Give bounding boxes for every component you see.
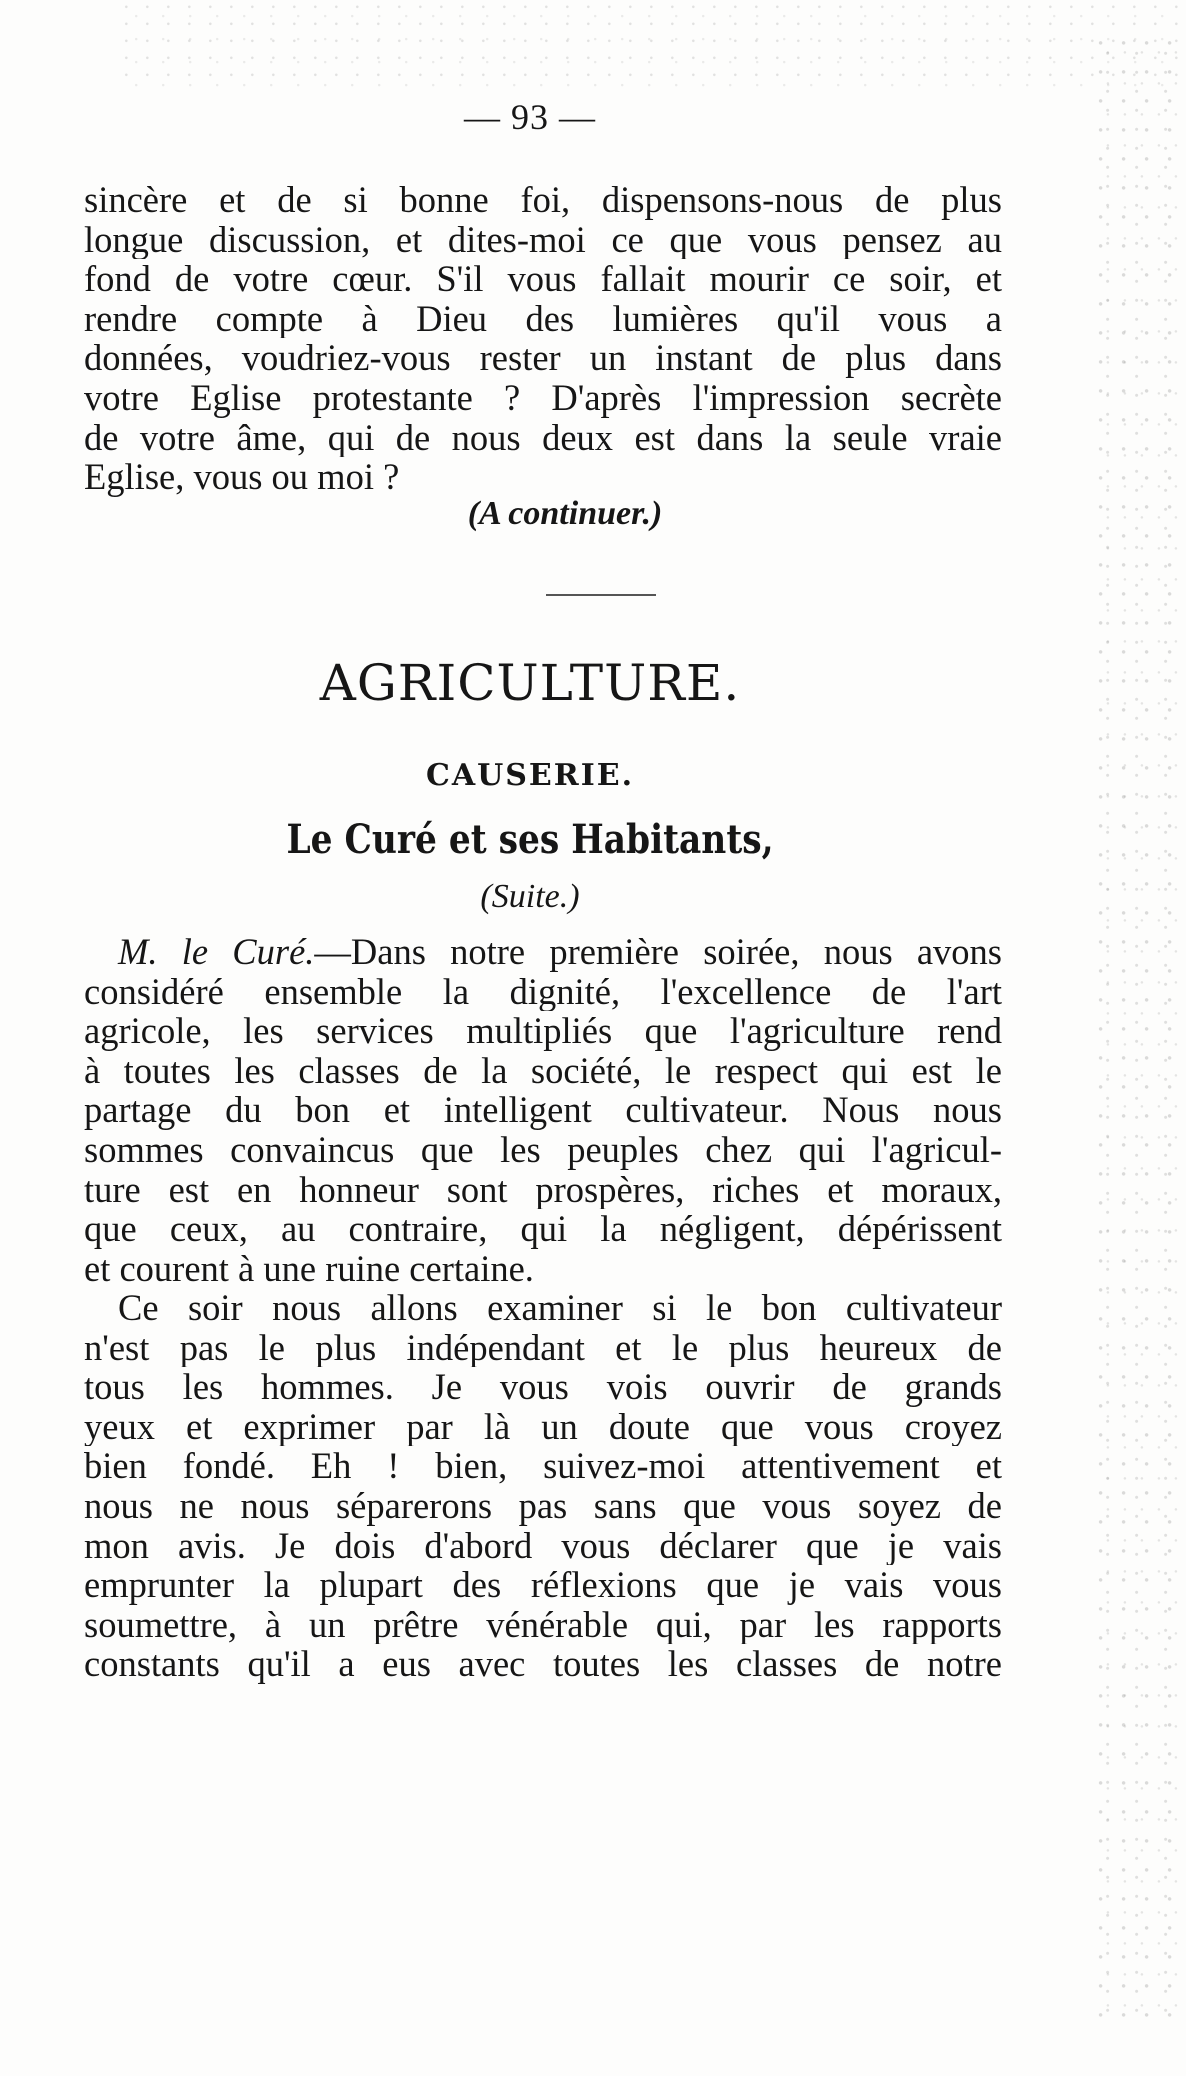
text-line: agricole, les services multipliés que l'agriculture rend <box>84 1011 1002 1051</box>
text-line: que ceux, au contraire, qui la négligent, dépérissent <box>84 1209 1002 1249</box>
text-line: soumettre, à un prêtre vénérable qui, par les rapports <box>84 1604 1002 1645</box>
text-line: n'est pas le plus indépendant et le plus heureux de <box>84 1327 1002 1368</box>
text-line: Ce soir nous allons examiner si le bon cultivateur <box>118 1288 1002 1328</box>
page-number: — 93 — <box>464 97 596 137</box>
to-be-continued: (A continuer.) <box>467 495 663 532</box>
text-line: nous ne nous séparerons pas sans que vous soyez de <box>84 1485 1002 1526</box>
text-line: considéré ensemble la dignité, l'excellence de l'art <box>84 971 1002 1012</box>
text-line: fond de votre cœur. S'il vous fallait mourir ce soir, et <box>84 259 1002 299</box>
section-title: AGRICULTURE. <box>319 654 741 712</box>
text-fragment: —Dans notre première soirée, nous avons <box>314 932 1002 972</box>
text-line: constants qu'il a eus avec toutes les classes de notre <box>84 1644 1002 1684</box>
text-line: sincère et de si bonne foi, dispensons-nous de plus <box>84 180 1002 220</box>
subsection-title: CAUSERIE. <box>425 758 635 793</box>
paragraph-1 <box>84 932 1002 1288</box>
text-line: Eglise, vous ou moi ? <box>84 457 400 497</box>
text-line: bien fondé. Eh ! bien, suivez-moi attentivement et <box>84 1446 1002 1486</box>
text-line: rendre compte à Dieu des lumières qu'il vous a <box>84 298 1002 339</box>
article-title: Le Curé et ses Habitants, <box>286 816 774 863</box>
text-line: mon avis. Je dois d'abord vous déclarer que je vais <box>84 1525 1002 1566</box>
text-line: votre Eglise protestante ? D'après l'impression secrète <box>84 377 1002 418</box>
scan-noise-top <box>120 0 1186 90</box>
text-line: à toutes les classes de la société, le respect qui est le <box>84 1050 1002 1091</box>
text-line: longue discussion, et dites-moi ce que vous pensez au <box>84 219 1002 260</box>
text-line: et courent à une ruine certaine. <box>84 1248 534 1289</box>
text-line: sommes convaincus que les peuples chez qui l'agricul- <box>84 1129 1002 1170</box>
text-line <box>84 932 1002 972</box>
speaker-label: M. le Curé. <box>118 932 315 972</box>
scan-noise-edge <box>1096 40 1186 2020</box>
paragraph-2 <box>84 1288 1002 1684</box>
text-line: emprunter la plupart des réflexions que je vais vous <box>84 1565 1002 1605</box>
text-line: ture est en honneur sont prospères, riches et moraux, <box>84 1169 1002 1210</box>
text-line: de votre âme, qui de nous deux est dans la seule vraie <box>84 417 1002 458</box>
text-line: tous les hommes. Je vous vois ouvrir de grands <box>84 1367 1002 1407</box>
text-line: partage du bon et intelligent cultivateur. Nous nous <box>84 1090 1002 1130</box>
article-subtitle: (Suite.) <box>480 878 580 915</box>
text-line: yeux et exprimer par là un doute que vous croyez <box>84 1406 1002 1447</box>
text-line: données, voudriez-vous rester un instant de plus dans <box>84 338 1002 378</box>
continuation-text <box>84 180 1002 497</box>
separator-rule <box>546 594 656 596</box>
